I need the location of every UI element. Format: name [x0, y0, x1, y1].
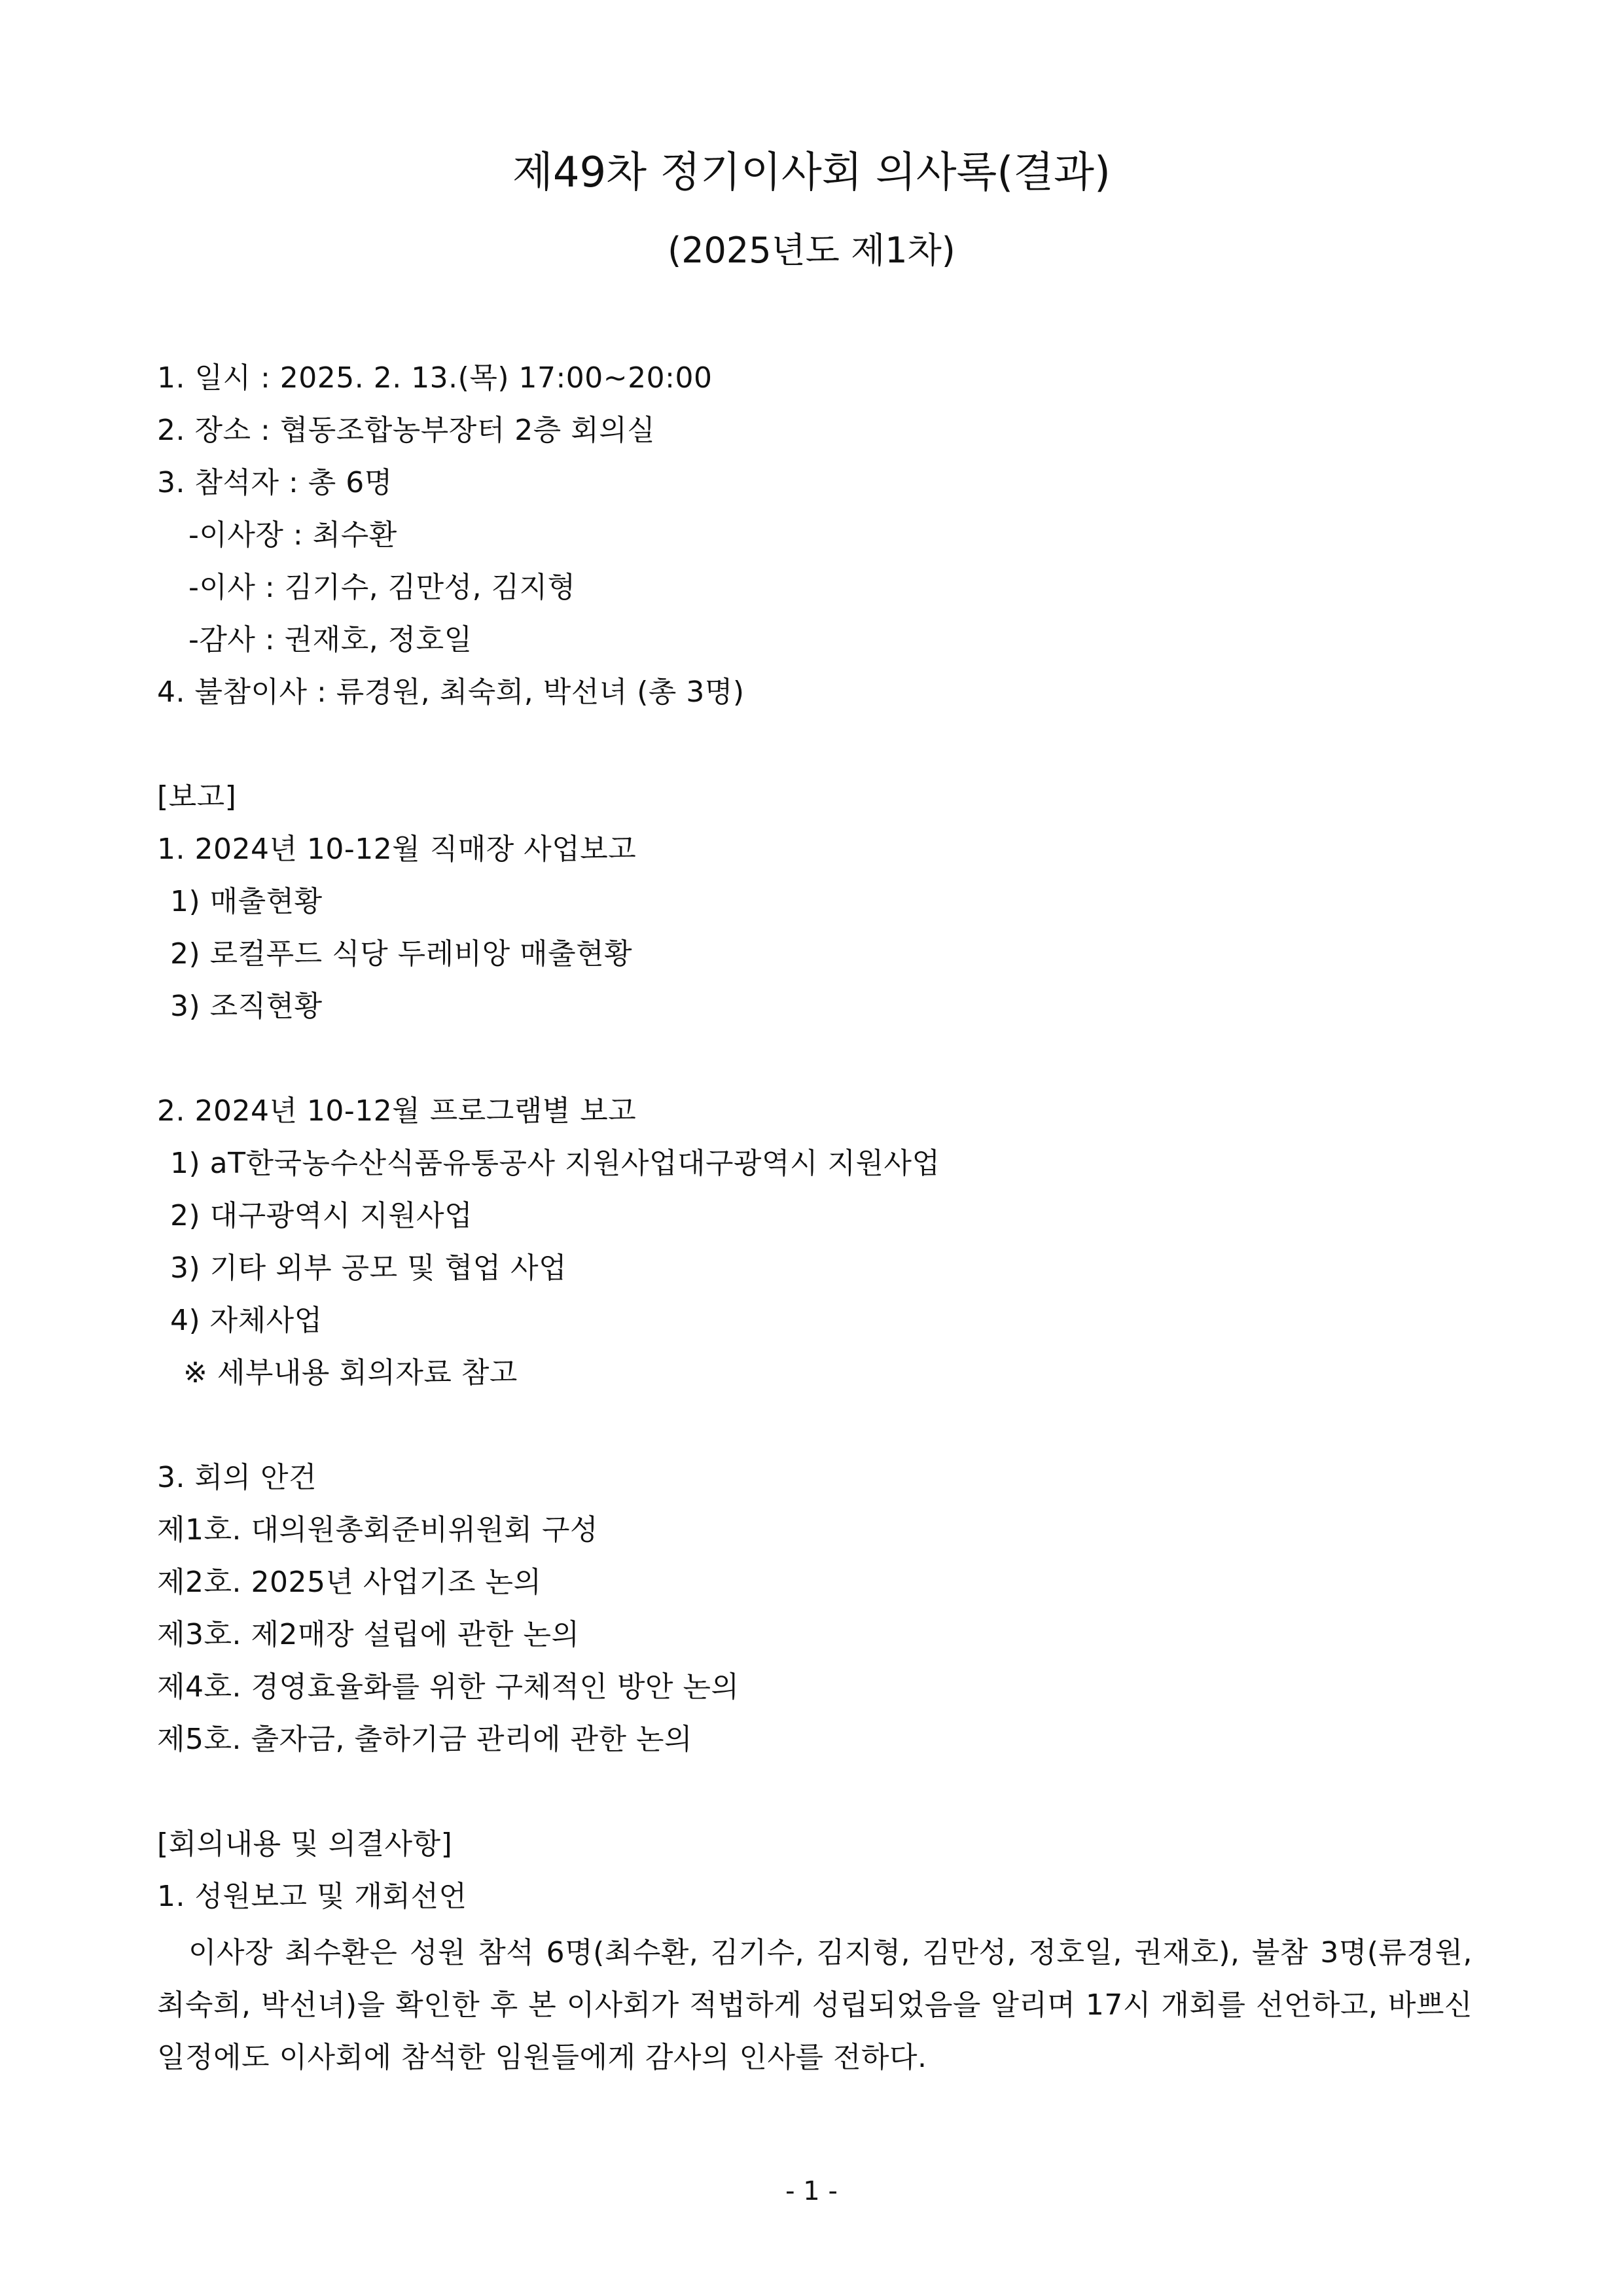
report-section-2-item: 3) 기타 외부 공모 및 협업 사업 [170, 1251, 567, 1285]
report-note: ※ 세부내용 회의자료 참고 [183, 1356, 518, 1390]
report-section-2-item: 1) aT한국농수산식품유통공사 지원사업대구광역시 지원사업 [170, 1147, 940, 1180]
proceedings-item-1-body [157, 1927, 1472, 2084]
report-section-1-item: 3) 조직현황 [170, 990, 323, 1023]
report-section-2-title: 2. 2024년 10-12월 프로그램별 보고 [157, 1094, 637, 1128]
info-location: 2. 장소 : 협동조합농부장터 2층 회의실 [157, 414, 656, 447]
info-auditors: -감사 : 권재호, 정호일 [188, 623, 473, 656]
agenda-item: 제2호. 2025년 사업기조 논의 [157, 1566, 542, 1599]
document-title: 제49차 정기이사회 의사록(결과) [512, 149, 1111, 197]
report-section-1-item: 2) 로컬푸드 식당 두레비앙 매출현황 [170, 937, 633, 971]
agenda-title: 3. 회의 안건 [157, 1461, 317, 1494]
document-subtitle: (2025년도 제1차) [668, 230, 955, 271]
agenda-item: 제1호. 대의원총회준비위원회 구성 [157, 1513, 599, 1547]
report-section-1-item: 1) 매출현황 [170, 885, 323, 918]
agenda-item: 제5호. 출자금, 출하기금 관리에 관한 논의 [157, 1723, 692, 1756]
report-heading: [보고] [157, 780, 237, 814]
info-chairman: -이사장 : 최수환 [188, 518, 397, 552]
report-section-2-item: 2) 대구광역시 지원사업 [170, 1199, 473, 1232]
info-datetime: 1. 일시 : 2025. 2. 13.(목) 17:00~20:00 [157, 361, 713, 395]
proceedings-item-1-title: 1. 성원보고 및 개회선언 [157, 1880, 467, 1913]
agenda-item: 제3호. 제2매장 설립에 관한 논의 [157, 1618, 580, 1651]
info-attendees: 3. 참석자 : 총 6명 [157, 466, 393, 499]
proceedings-heading: [회의내용 및 의결사항] [157, 1827, 453, 1861]
report-section-2-item: 4) 자체사업 [170, 1304, 323, 1337]
proceedings-item-1-text: 이사장 최수환은 성원 참석 6명(최수환, 김기수, 김지형, 김만성, 정호일, 권재호), 불참 3명(류경원, 최숙희, 박선녀)을 확인한 후 본 이사회가 적법하게 성립되었음을 알리며 17시 개회를 선언하고, 바쁘신 일정에도 이사회에 참석한 임원들에게 감사의 인사를 전하다. [157, 1936, 1472, 2074]
report-section-1-title: 1. 2024년 10-12월 직매장 사업보고 [157, 833, 637, 866]
info-absent: 4. 불참이사 : 류경원, 최숙희, 박선녀 (총 3명) [157, 675, 745, 709]
page-number: - 1 - [785, 2176, 838, 2206]
agenda-item: 제4호. 경영효율화를 위한 구체적인 방안 논의 [157, 1670, 740, 1704]
info-directors: -이사 : 김기수, 김만성, 김지형 [188, 571, 576, 604]
